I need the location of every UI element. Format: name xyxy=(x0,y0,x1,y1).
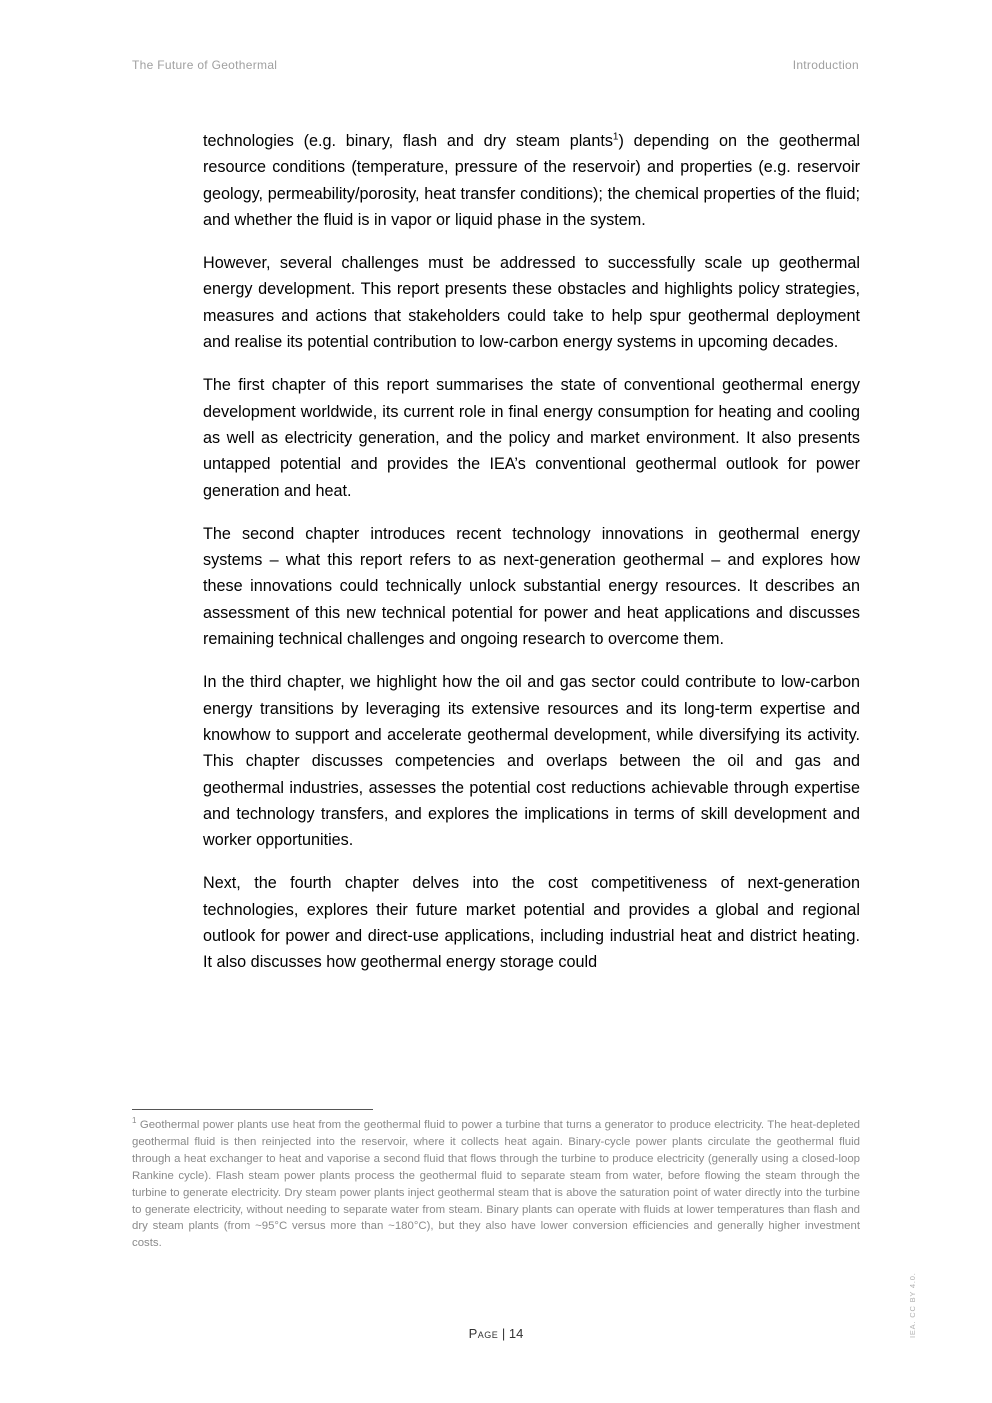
page-number xyxy=(0,1326,992,1341)
running-header-section: Introduction xyxy=(792,58,859,72)
paragraph-1 xyxy=(203,128,860,233)
paragraph-6: Next, the fourth chapter delves into the cost competitiveness of next-generation technologies, explores their future market potential and provides a global and regional outlook for power and direct-use applications, including industrial heat and district heating. It also discusses how geothermal energy storage could xyxy=(203,874,860,972)
paragraph-1-text-a: technologies (e.g. binary, flash and dry steam plants xyxy=(203,132,613,150)
footnote-separator xyxy=(132,1109,373,1110)
footnote-text: Geothermal power plants use heat from the geothermal fluid to power a turbine that turns a generator to produce electricity. The heat-depleted geothermal fluid is then reinjected into the reservoir, where it collects heat again. Binary-cycle power plants circulate the geothermal fluid through a heat exchanger to heat and vaporise a second fluid that flows through the turbine to produce electricity (generally using a closed-loop Rankine cycle). Flash steam power plants process the geothermal fluid to separate steam from water, before flowing the steam through the turbine to generate electricity. Dry steam power plants inject geothermal steam that is above the saturation point of water directly into the turbine to generate electricity, without needing to separate water from steam. Binary plants can operate with fluids at lower temperatures than flash and dry steam plants (from ~95°C versus more than ~180°C), but they also have lower conversion efficiencies and generally higher investment costs. xyxy=(132,1119,860,1250)
running-header-title: The Future of Geothermal xyxy=(132,58,278,72)
footnote-reference-1[interactable]: 1 xyxy=(612,131,619,143)
paragraph-4: The second chapter introduces recent technology innovations in geothermal energy systems – what this report refers to as next-generation geothermal – and explores how these innovations could technically unlock substantial energy resources. It describes an assessment of this new technical potential for power and heat applications and discusses remaining technical challenges and ongoing research to overcome them. xyxy=(203,524,860,649)
paragraph-1-text-b: ) depending on the geothermal resource conditions (temperature, pressure of the reservoir) and properties (e.g. reservoir geology, permeability/porosity, heat transfer conditions); the chemical properties of the fluid; and whether the fluid is in vapor or liquid phase in the system. xyxy=(203,132,860,229)
license-notice: IEA. CC BY 4.0. xyxy=(908,1272,917,1338)
page-separator: | xyxy=(498,1326,509,1341)
footnote-marker: 1 xyxy=(132,1116,137,1126)
paragraph-2: However, several challenges must be addressed to successfully scale up geothermal energy development. This report presents these obstacles and highlights policy strategies, measures and actions that stakeholders could take to help spur geothermal deployment and realise its potential contribution to low-carbon energy systems in upcoming decades. xyxy=(203,254,860,352)
page-label: Page xyxy=(468,1326,499,1341)
footnote xyxy=(132,1117,860,1252)
page-number-value: 14 xyxy=(508,1326,524,1341)
paragraph-3: The first chapter of this report summarises the state of conventional geothermal energy development worldwide, its current role in final energy consumption for heating and cooling as well as electricity generation, and the policy and market environment. It also presents untapped potential and provides the IEA’s conventional geothermal outlook for power generation and heat. xyxy=(203,376,860,500)
paragraph-5: In the third chapter, we highlight how the oil and gas sector could contribute to low-carbon energy transitions by leveraging its extensive resources and its long-term expertise and knowhow to support and accelerate geothermal development, while diversifying its activity. This chapter discusses competencies and overlaps between the oil and gas and geothermal industries, assesses the potential cost reductions achievable through expertise and technology transfers, and explores the implications in terms of skill development and worker opportunities. xyxy=(203,673,860,850)
body-text xyxy=(203,128,860,993)
